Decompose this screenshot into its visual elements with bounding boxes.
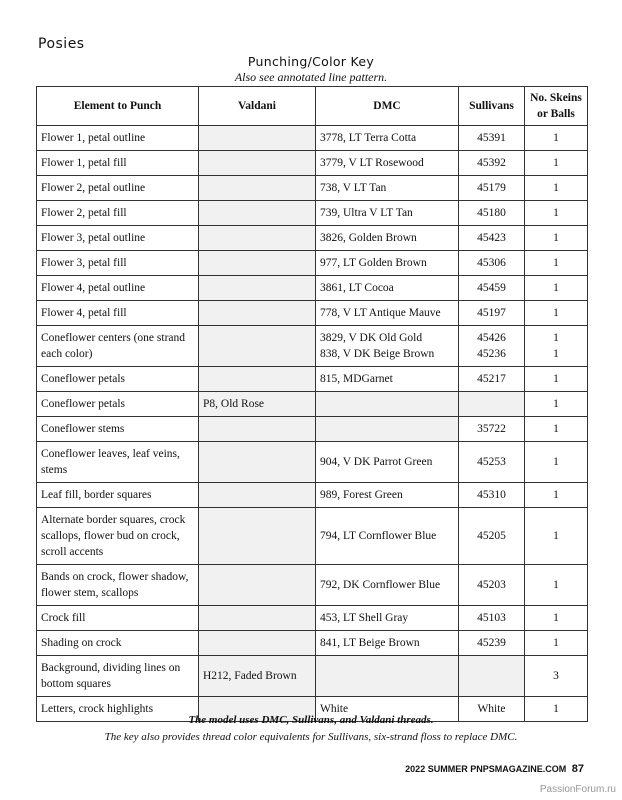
cell-skeins: 1 (525, 442, 588, 483)
column-header-valdani: Valdani (199, 87, 316, 126)
cell-element: Flower 1, petal fill (37, 151, 199, 176)
cell-element: Flower 3, petal fill (37, 251, 199, 276)
cell-valdani (199, 417, 316, 442)
cell-sullivans: 45310 (459, 483, 525, 508)
table-row (37, 565, 588, 606)
cell-valdani (199, 367, 316, 392)
cell-valdani (199, 442, 316, 483)
cell-dmc: 3829, V DK Old Gold 838, V DK Beige Brown (316, 326, 459, 367)
cell-dmc (316, 417, 459, 442)
table-row (37, 326, 588, 367)
cell-element: Flower 1, petal outline (37, 126, 199, 151)
cell-skeins: 1 (525, 483, 588, 508)
cell-valdani (199, 631, 316, 656)
cell-valdani (199, 483, 316, 508)
cell-valdani (199, 126, 316, 151)
cell-dmc: 3778, LT Terra Cotta (316, 126, 459, 151)
cell-valdani: H212, Faded Brown (199, 656, 316, 697)
cell-sullivans: 45391 (459, 126, 525, 151)
cell-element: Shading on crock (37, 631, 199, 656)
cell-skeins: 1 (525, 201, 588, 226)
cell-dmc (316, 392, 459, 417)
cell-dmc: 794, LT Cornflower Blue (316, 508, 459, 565)
watermark: PassionForum.ru (539, 784, 616, 795)
cell-skeins: 1 (525, 606, 588, 631)
cell-dmc: 989, Forest Green (316, 483, 459, 508)
cell-dmc (316, 656, 459, 697)
table-row (37, 151, 588, 176)
cell-sullivans: 45203 (459, 565, 525, 606)
cell-element: Flower 4, petal outline (37, 276, 199, 301)
cell-skeins: 1 (525, 251, 588, 276)
cell-skeins: 1 (525, 276, 588, 301)
cell-sullivans (459, 392, 525, 417)
cell-valdani (199, 326, 316, 367)
cell-skeins: 1 (525, 301, 588, 326)
cell-skeins: 1 (525, 392, 588, 417)
cell-valdani (199, 606, 316, 631)
page-footer (405, 763, 584, 775)
footer-site: PNPSMAGAZINE.COM (470, 764, 567, 774)
table-row (37, 201, 588, 226)
table-row (37, 301, 588, 326)
cell-sullivans: 45392 (459, 151, 525, 176)
cell-sullivans: 45103 (459, 606, 525, 631)
table-row (37, 508, 588, 565)
key-subheading: Also see annotated line pattern. (234, 70, 388, 84)
cell-skeins: 1 (525, 417, 588, 442)
cell-sullivans: 35722 (459, 417, 525, 442)
cell-skeins: 1 (525, 126, 588, 151)
cell-valdani (199, 226, 316, 251)
cell-element: Leaf fill, border squares (37, 483, 199, 508)
cell-element: Background, dividing lines on bottom squares (37, 656, 199, 697)
cell-sullivans: 45459 (459, 276, 525, 301)
cell-skeins: 3 (525, 656, 588, 697)
cell-element: Coneflower leaves, leaf veins, stems (37, 442, 199, 483)
column-header-skeins: No. Skeins or Balls (525, 87, 588, 126)
table-row (37, 226, 588, 251)
cell-dmc: 3779, V LT Rosewood (316, 151, 459, 176)
cell-valdani (199, 251, 316, 276)
cell-element: Bands on crock, flower shadow, flower stem, scallops (37, 565, 199, 606)
cell-sullivans: White (459, 697, 525, 722)
table-row (37, 367, 588, 392)
table-row (37, 442, 588, 483)
cell-dmc: 738, V LT Tan (316, 176, 459, 201)
cell-dmc: 815, MDGarnet (316, 367, 459, 392)
table-header-row (37, 87, 588, 126)
cell-element: Coneflower centers (one strand each color) (37, 326, 199, 367)
table-row (37, 417, 588, 442)
cell-element: Crock fill (37, 606, 199, 631)
cell-element: Letters, crock highlights (37, 697, 199, 722)
cell-sullivans: 45205 (459, 508, 525, 565)
cell-sullivans: 45426 45236 (459, 326, 525, 367)
page-title: Posies (38, 36, 85, 52)
cell-valdani (199, 201, 316, 226)
cell-dmc: 453, LT Shell Gray (316, 606, 459, 631)
cell-valdani (199, 176, 316, 201)
column-header-sullivans: Sullivans (459, 87, 525, 126)
cell-dmc: 841, LT Beige Brown (316, 631, 459, 656)
table-row (37, 656, 588, 697)
cell-valdani (199, 301, 316, 326)
cell-sullivans: 45306 (459, 251, 525, 276)
page-number: 87 (571, 763, 584, 775)
cell-dmc: 904, V DK Parrot Green (316, 442, 459, 483)
cell-element: Flower 4, petal fill (37, 301, 199, 326)
cell-valdani (199, 508, 316, 565)
cell-sullivans: 45197 (459, 301, 525, 326)
table-row (37, 631, 588, 656)
table-row (37, 276, 588, 301)
table-body (37, 126, 588, 722)
key-heading: Punching/Color Key (247, 54, 375, 69)
cell-dmc: 792, DK Cornflower Blue (316, 565, 459, 606)
cell-skeins: 1 (525, 508, 588, 565)
cell-sullivans: 45239 (459, 631, 525, 656)
table-row (37, 251, 588, 276)
cell-element: Flower 2, petal outline (37, 176, 199, 201)
cell-skeins: 1 (525, 697, 588, 722)
cell-skeins: 1 (525, 226, 588, 251)
cell-element: Coneflower petals (37, 392, 199, 417)
cell-dmc: 977, LT Golden Brown (316, 251, 459, 276)
cell-skeins: 1 1 (525, 326, 588, 367)
color-key-table (36, 86, 588, 722)
cell-element: Alternate border squares, crock scallops, flower bud on crock, scroll accents (37, 508, 199, 565)
column-header-dmc: DMC (316, 87, 459, 126)
cell-element: Flower 2, petal fill (37, 201, 199, 226)
cell-skeins: 1 (525, 151, 588, 176)
cell-skeins: 1 (525, 367, 588, 392)
table-row (37, 483, 588, 508)
cell-valdani (199, 565, 316, 606)
equivalents-note: The key also provides thread color equivalents for Sullivans, six-strand floss to replace DMC. (104, 731, 518, 743)
cell-valdani: P8, Old Rose (199, 392, 316, 417)
cell-dmc: 3861, LT Cocoa (316, 276, 459, 301)
cell-sullivans: 45180 (459, 201, 525, 226)
cell-valdani (199, 276, 316, 301)
cell-dmc: 739, Ultra V LT Tan (316, 201, 459, 226)
table-row (37, 606, 588, 631)
cell-sullivans: 45423 (459, 226, 525, 251)
cell-element: Flower 3, petal outline (37, 226, 199, 251)
column-header-element: Element to Punch (37, 87, 199, 126)
cell-skeins: 1 (525, 176, 588, 201)
cell-skeins: 1 (525, 631, 588, 656)
cell-sullivans (459, 656, 525, 697)
thread-note: The model uses DMC, Sullivans, and Valdani threads. (188, 714, 434, 726)
table-row (37, 392, 588, 417)
table-row (37, 176, 588, 201)
cell-dmc: 3826, Golden Brown (316, 226, 459, 251)
footer-issue: 2022 SUMMER (405, 764, 468, 774)
cell-element: Coneflower stems (37, 417, 199, 442)
cell-sullivans: 45179 (459, 176, 525, 201)
cell-element: Coneflower petals (37, 367, 199, 392)
cell-valdani (199, 151, 316, 176)
cell-sullivans: 45217 (459, 367, 525, 392)
cell-skeins: 1 (525, 565, 588, 606)
cell-sullivans: 45253 (459, 442, 525, 483)
cell-dmc: 778, V LT Antique Mauve (316, 301, 459, 326)
cell-dmc: White (316, 697, 459, 722)
table-row (37, 126, 588, 151)
